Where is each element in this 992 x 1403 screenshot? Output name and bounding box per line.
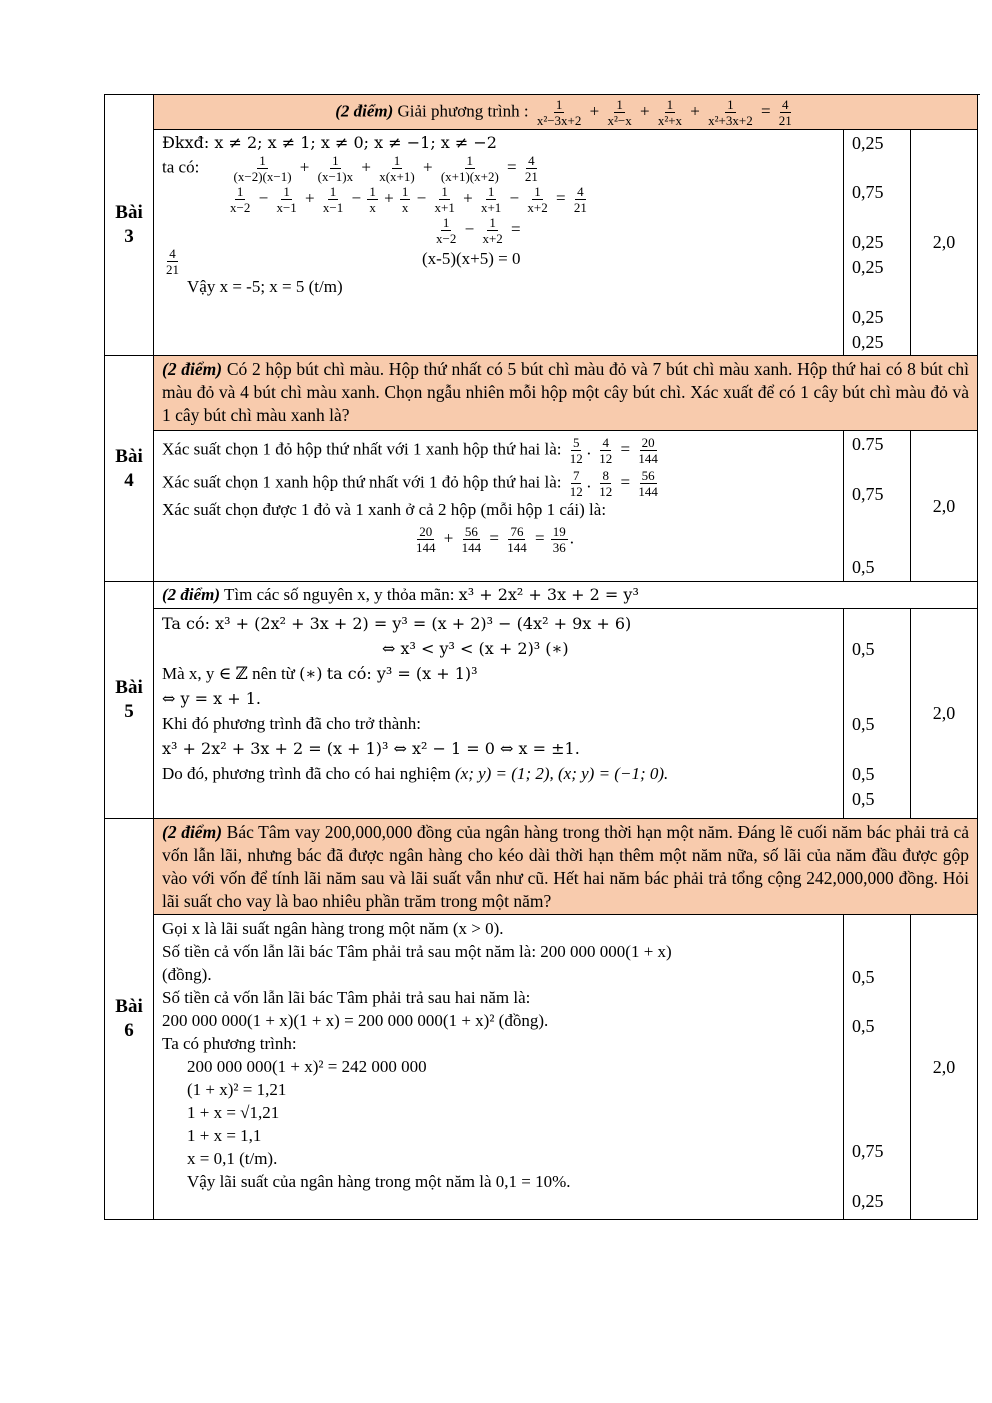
question-text: Giải phương trình :	[397, 101, 529, 121]
line-6: Ta có phương trình:	[162, 1034, 297, 1053]
line-1: ta có: $\frac{1}{(x-2)(x-1)}$ + $\frac{1}{(x-1)x}$ + $\frac{1}{x(x+1)}$ + $\frac{1}{(x+1)(x+2)}$ = $\frac{4}{21}$	[162, 153, 538, 184]
line-1: Ta có: x³ + (2x² + 3x + 2) = y³ = (x + 2)³ − (4x² + 9x + 6)	[162, 614, 632, 633]
bai-6-question	[154, 819, 978, 915]
line-5: Khi đó phương trình đã cho trở thành:	[162, 714, 422, 733]
bai-6-total: 2,0	[911, 915, 978, 1220]
line-7: Do đó, phương trình đã cho có hai nghiệm (x; y) = (1; 2), (x; y) = (−1; 0).	[162, 764, 669, 783]
line-2: $\frac{1}{x-2}$ − $\frac{1}{x-1}$ + $\frac{1}{x-1}$ − $\frac{1}{x}$ + $\frac{1}{x}$ − $\frac{1}{x+1}$ + $\frac{1}{x+1}$ − $\frac{1}{x+2}$ = $\frac{4}{21}$	[230, 184, 587, 215]
bai-3-label: Bài 3	[105, 95, 154, 356]
bai-3	[105, 95, 980, 356]
line-4: Số tiền cả vốn lẫn lãi bác Tâm phải trả sau hai năm là:	[162, 988, 531, 1007]
bai-5-label: Bài 5	[105, 582, 154, 819]
line-9: 1 + x = √1,21	[187, 1103, 280, 1122]
bai-3-question: (2 điểm) Giải phương trình : $\frac{1}{\text{x²−3x+2}}$ + $\frac{1}{\text{x²−x}}$ + $\frac{1}{\text{x²+x}}$ + $\frac{1}{\text{x²+3x+2}}$ = $\frac{4}{21}$	[154, 95, 978, 130]
line-4: ⇔ y = x + 1.	[162, 689, 261, 708]
line-3: Mà x, y ∈ ℤ nên từ (∗) ta có: y³ = (x + 1)³	[162, 664, 478, 683]
bai-6-points: 0,5 0,5 0,75 0,25	[844, 915, 911, 1220]
points-label: (2 điểm)	[162, 822, 223, 842]
bai-4-label: Bài 4	[105, 356, 154, 582]
line-6: x³ + 2x² + 3x + 2 = (x + 1)³ ⇔ x² − 1 = 0 ⇔ x = ±1.	[162, 739, 580, 758]
line-4: $\frac{20}{144}$ + $\frac{56}{144}$ = $\frac{76}{144}$ = $\frac{19}{36}$ .	[416, 524, 575, 555]
bai-4-total: 2,0	[911, 431, 978, 582]
bai-5-points: 0,5 0,5 0,5 0,5	[844, 609, 911, 819]
bai-4-answer	[154, 431, 844, 582]
question-text: Có 2 hộp bút chì màu. Hộp thứ nhất có 5 bút chì màu đỏ và 7 bút chì màu xanh. Hộp thứ hai có 8 bút chì màu đỏ và 4 bút chì màu xanh. Chọn ngẫu nhiên mỗi hộp một cây bút chì. Xác xuất để có 1 cây bút chì màu đỏ và 1 cây bút chì màu xanh là?	[162, 359, 970, 425]
line-3: (đồng).	[162, 965, 212, 984]
points-label: (2 điểm)	[335, 101, 394, 121]
bai-4-points: 0.75 0,75 0,5	[844, 431, 911, 582]
bai-6	[105, 819, 980, 1220]
line-11: x = 0,1 (t/m).	[187, 1149, 278, 1168]
conclusion-line: Vậy x = -5; x = 5 (t/m)	[187, 277, 343, 296]
points-label: (2 điểm)	[162, 585, 221, 604]
bai-5-question	[154, 582, 978, 609]
line-10: 1 + x = 1,1	[187, 1126, 262, 1145]
line-5: 200 000 000(1 + x)(1 + x) = 200 000 000(1 + x)² (đồng).	[162, 1011, 549, 1030]
bai-4-question	[154, 356, 978, 431]
dkxd-line: Đkxđ: x ≠ 2; x ≠ 1; x ≠ 0; x ≠ −1; x ≠ −2	[162, 133, 497, 152]
line-12: Vậy lãi suất của ngân hàng trong một năm là 0,1 = 10%.	[187, 1172, 571, 1191]
line-2: Xác suất chọn 1 xanh hộp thứ nhất với 1 đỏ hộp thứ hai là: $\frac{7}{12}$ . $\frac{8}{12}$ = $\frac{56}{144}$	[162, 468, 658, 499]
line-2: Số tiền cả vốn lẫn lãi bác Tâm phải trả sau một năm là: 200 000 000(1 + x)	[162, 942, 672, 961]
points-label: (2 điểm)	[162, 359, 223, 379]
bai-6-answer	[154, 915, 844, 1220]
line-1: Xác suất chọn 1 đỏ hộp thứ nhất với 1 xanh hộp thứ hai là: $\frac{5}{12}$ . $\frac{4}{12}$ = $\frac{20}{144}$	[162, 435, 658, 466]
answer-table	[104, 94, 980, 1220]
line-3: $\frac{1}{x-2}$ − $\frac{1}{x+2}$ =	[436, 215, 521, 246]
bai-4	[105, 356, 980, 582]
bai-3-total: 2,0	[911, 130, 978, 356]
bai-6-label: Bài 6	[105, 819, 154, 1220]
question-text: Tìm các số nguyên x, y thỏa mãn:	[224, 585, 455, 604]
line-2: ⇔ x³ < y³ < (x + 2)³ (∗)	[382, 639, 569, 658]
line-1: Gọi x là lãi suất ngân hàng trong một năm (x > 0).	[162, 919, 504, 938]
bai-3-answer	[154, 130, 844, 356]
line-7: 200 000 000(1 + x)² = 242 000 000	[187, 1057, 427, 1076]
bai-5	[105, 582, 980, 819]
question-equation: x³ + 2x² + 3x + 2 = y³	[458, 585, 639, 604]
bai-3-points: 0,25 0,75 0,25 0,25 0,25 0,25	[844, 130, 911, 356]
line-8: (1 + x)² = 1,21	[187, 1080, 287, 1099]
line-3: Xác suất chọn được 1 đỏ và 1 xanh ở cả 2 hộp (mỗi hộp 1 cái) là:	[162, 500, 607, 519]
bai-5-answer	[154, 609, 844, 819]
line-4: $\frac{4}{21}$ (x-5)(x+5) = 0	[166, 246, 521, 277]
question-text: Bác Tâm vay 200,000,000 đồng của ngân hàng trong thời hạn một năm. Đáng lẽ cuối năm bác phải trả cả vốn lẫn lãi, nhưng bác đã được ngân hàng cho kéo dài thời hạn thêm một năm nữa, số lãi của năm đầu được gộp vào với vốn để tính lãi năm sau và lãi suất vẫn như cũ. Hết hai năm bác phải trả tổng cộng 242,000,000 đồng. Hỏi lãi suất cho vay là bao nhiêu phần trăm trong một năm?	[162, 822, 969, 911]
bai-5-total: 2,0	[911, 609, 978, 819]
